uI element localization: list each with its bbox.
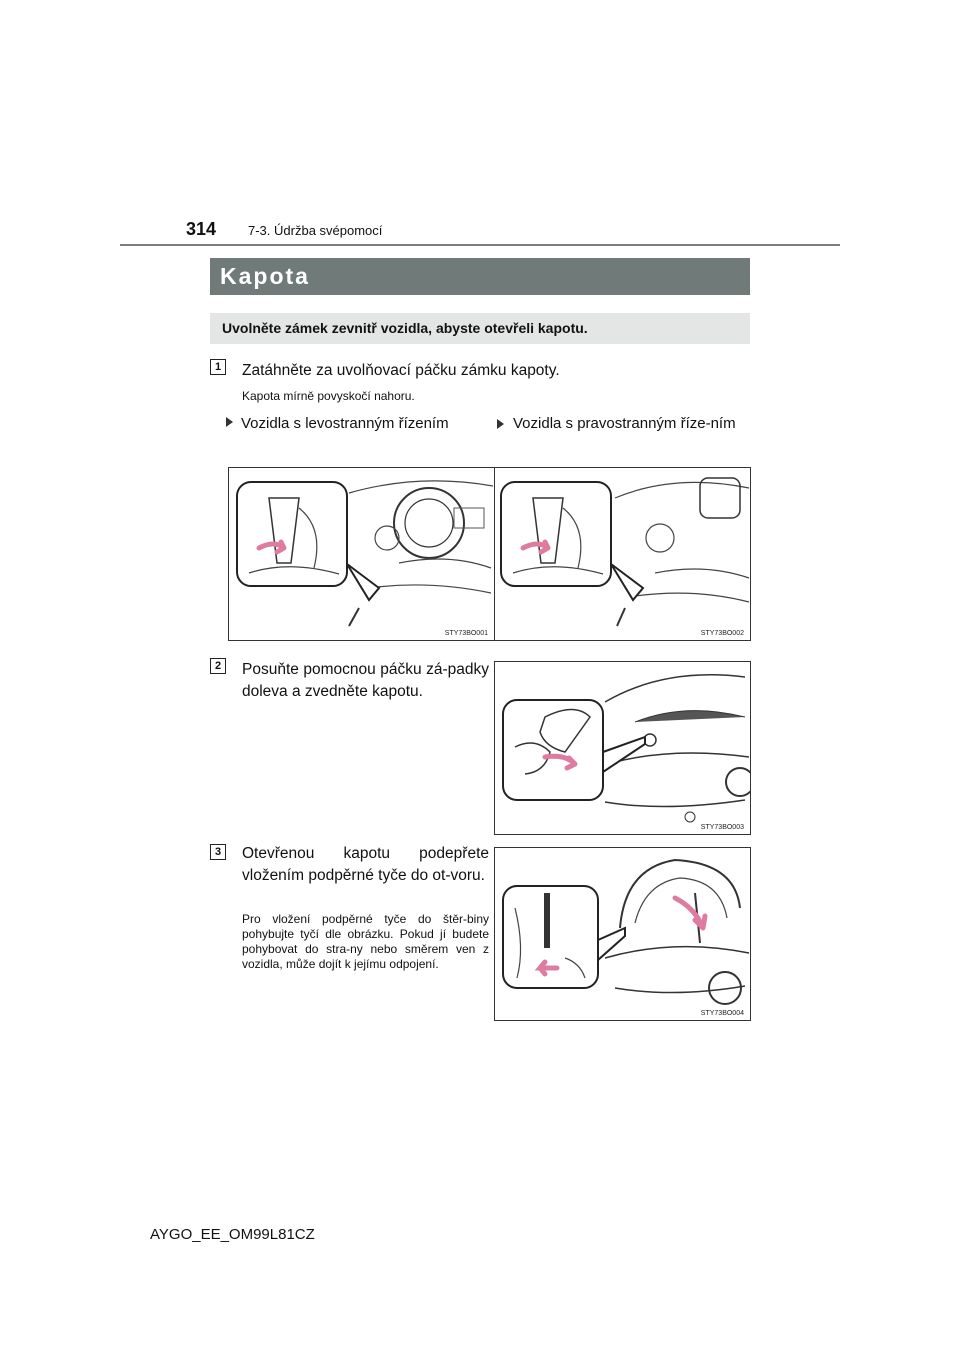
- figure-code: STY73BO003: [700, 824, 744, 831]
- figure-hood-latch: [494, 661, 751, 835]
- step-3-text: Otevřenou kapotu podepřete vložením podpěrné tyče do ot-voru.: [242, 845, 489, 884]
- subtitle: Uvolněte zámek zevnitř vozidla, abyste otevřeli kapotu.: [222, 320, 588, 336]
- variant-lhd-label: Vozidla s levostranným řízením: [226, 413, 486, 435]
- bullet-triangle-icon: [226, 417, 233, 427]
- bullet-triangle-icon: [497, 419, 504, 429]
- figure-rhd-hood-release: [494, 467, 751, 641]
- step-1-text: Zatáhněte za uvolňovací páčku zámku kapoty.: [242, 362, 560, 379]
- step-number-3: 3: [210, 844, 226, 860]
- figure-support-rod: [494, 847, 751, 1021]
- figure-code: STY73BO004: [700, 1010, 744, 1017]
- section-reference: 7-3. Údržba svépomocí: [248, 223, 383, 238]
- step-2-text: Posuňte pomocnou páčku zá-padky doleva a zvedněte kapotu.: [242, 661, 489, 700]
- step-number-1: 1: [210, 359, 226, 375]
- document-code: AYGO_EE_OM99L81CZ: [150, 1226, 315, 1243]
- page-number: 314: [186, 219, 217, 239]
- figure-lhd-hood-release: [228, 467, 495, 641]
- step-3-note: Pro vložení podpěrné tyče do štěr-biny pohybujte tyčí dle obrázku. Pokud jí budete pohybovat do stra-ny nebo směrem ven z vozidla, může dojít k jejímu odpojení.: [242, 912, 489, 971]
- hood-release-rhd-illustration: [495, 468, 750, 640]
- step-number-2: 2: [210, 658, 226, 674]
- variant-rhd-label: Vozidla s pravostranným říze-ním: [497, 413, 749, 435]
- step-1-note: Kapota mírně povyskočí nahoru.: [242, 389, 415, 403]
- header-rule: [120, 244, 840, 246]
- support-rod-illustration: [495, 848, 750, 1020]
- subtitle-bar: [210, 313, 750, 344]
- figure-code: STY73BO001: [444, 630, 488, 637]
- section-title-bar: [210, 258, 750, 295]
- figure-code: STY73BO002: [700, 630, 744, 637]
- hood-latch-illustration: [495, 662, 750, 834]
- section-title: Kapota: [220, 263, 310, 289]
- hood-release-lhd-illustration: [229, 468, 494, 640]
